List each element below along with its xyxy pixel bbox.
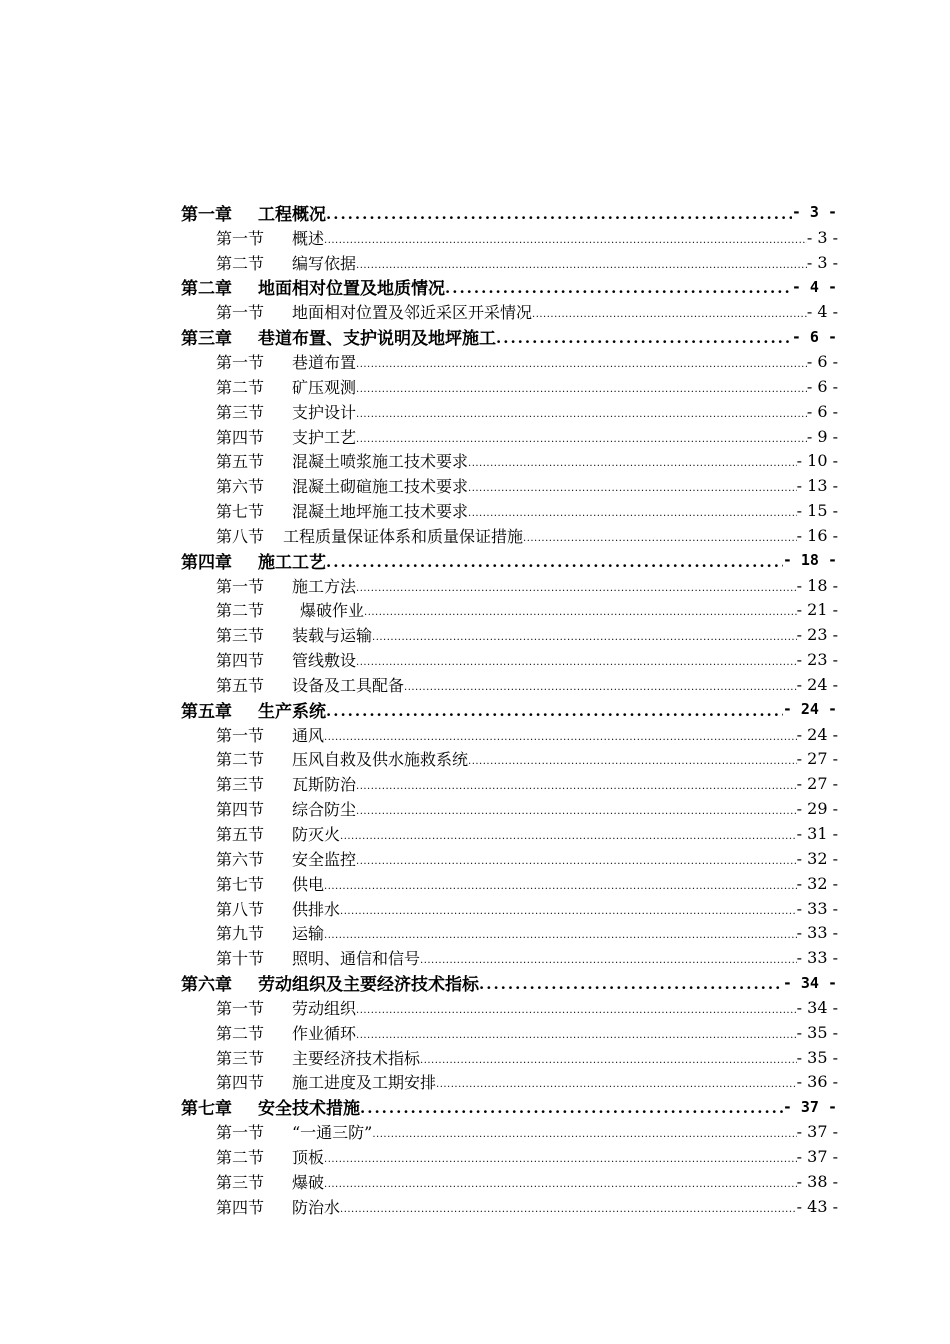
section-title: 供排水 (292, 899, 341, 919)
page-number: - 4 - (791, 277, 837, 296)
page-number: - 33 - (796, 923, 838, 943)
page-number: - 34 - (796, 997, 838, 1017)
page-number: - 38 - (796, 1171, 838, 1191)
dot-leader (445, 276, 792, 297)
chapter-title: 安全技术措施 (258, 1099, 360, 1120)
page-number: - 32 - (796, 848, 838, 868)
section-title: 供电 (292, 874, 325, 894)
section-number: 第一节 (216, 576, 265, 596)
toc-section-entry[interactable] (216, 374, 838, 399)
page-number: - 32 - (796, 873, 838, 893)
chapter-number: 第三章 (181, 329, 232, 350)
section-number: 第七节 (216, 874, 265, 894)
section-title: 工程质量保证体系和质量保证措施 (283, 526, 524, 546)
page-number: - 15 - (796, 501, 838, 521)
toc-section-entry[interactable] (216, 945, 838, 970)
dot-leader (496, 326, 792, 347)
page-number: - 37 - (796, 1146, 838, 1166)
page-number: - 18 - (796, 575, 838, 595)
dot-leader (356, 651, 797, 668)
dot-leader (532, 303, 807, 320)
section-number: 第一节 (216, 352, 265, 372)
toc-chapter-entry[interactable] (181, 200, 837, 225)
section-number: 第一节 (216, 1123, 265, 1143)
dot-leader (420, 1049, 797, 1066)
chapter-title: 生产系统 (258, 701, 326, 722)
toc-section-entry[interactable] (216, 896, 838, 921)
page-number: - 9 - (806, 426, 838, 446)
section-number: 第一节 (216, 228, 265, 248)
page-number: - 16 - (796, 525, 838, 545)
toc-section-entry[interactable] (216, 920, 838, 945)
section-number: 第二节 (216, 253, 265, 273)
toc-section-entry[interactable] (216, 1194, 838, 1219)
dot-leader (523, 527, 797, 544)
toc-section-entry[interactable] (216, 722, 838, 747)
section-title: 作业循环 (292, 1023, 357, 1043)
toc-section-entry[interactable] (216, 871, 838, 896)
page-number: - 3 - (791, 203, 837, 222)
section-title: 施工进度及工期安排 (292, 1073, 437, 1093)
section-number: 第九节 (216, 924, 265, 944)
dot-leader (468, 477, 797, 494)
toc-chapter-entry[interactable] (181, 324, 837, 349)
toc-section-entry[interactable] (216, 846, 838, 871)
dot-leader (324, 1173, 797, 1190)
dot-leader (340, 825, 797, 842)
chapter-title: 施工工艺 (258, 552, 326, 573)
page-number: - 24 - (796, 724, 838, 744)
section-title: 爆破 (292, 1172, 325, 1192)
section-title: 劳动组织 (292, 998, 357, 1018)
page-number: - 24 - (782, 700, 837, 719)
section-number: 第三节 (216, 626, 265, 646)
section-title: 地面相对位置及邻近采区开采情况 (292, 303, 533, 323)
section-number: 第七节 (216, 502, 265, 522)
toc-section-entry[interactable] (216, 1169, 838, 1194)
chapter-number: 第六章 (181, 975, 232, 995)
dot-leader (479, 972, 783, 993)
section-number: 第八节 (216, 899, 265, 919)
section-title: 编写依据 (292, 253, 357, 273)
toc-section-entry[interactable] (216, 771, 838, 796)
page-number: - 35 - (796, 1022, 838, 1042)
dot-leader (326, 550, 783, 571)
chapter-title: 工程概况 (258, 204, 326, 225)
page-number: - 34 - (782, 973, 837, 992)
toc-section-entry[interactable] (216, 573, 838, 598)
page-number: - 24 - (796, 674, 838, 694)
toc-section-entry[interactable] (216, 1070, 838, 1095)
dot-leader (324, 726, 797, 743)
toc-chapter-entry[interactable] (181, 970, 837, 995)
section-number: 第六节 (216, 849, 265, 869)
section-number: 第四节 (216, 427, 265, 447)
dot-leader (364, 601, 797, 618)
section-number: 第八节 (216, 526, 265, 546)
chapter-number: 第五章 (181, 701, 232, 722)
dot-leader (340, 900, 797, 917)
dot-leader (372, 626, 797, 643)
toc-section-entry[interactable] (216, 1045, 838, 1070)
chapter-number: 第七章 (181, 1099, 232, 1120)
section-number: 第三节 (216, 775, 265, 795)
section-title: 管线敷设 (292, 651, 357, 671)
dot-leader (356, 1024, 797, 1041)
section-title: 防治水 (292, 1197, 341, 1217)
page-number: - 3 - (806, 227, 838, 247)
section-number: 第六节 (216, 477, 265, 497)
toc-section-entry[interactable] (216, 523, 838, 548)
toc-section-entry[interactable] (216, 399, 838, 424)
dot-leader (326, 699, 783, 720)
section-title: 支护工艺 (292, 427, 357, 447)
section-title: “一通三防” (292, 1123, 373, 1143)
dot-leader (404, 676, 797, 693)
page-number: - 27 - (796, 774, 838, 794)
chapter-title: 巷道布置、支护说明及地坪施工 (258, 329, 496, 350)
toc-section-entry[interactable] (216, 473, 838, 498)
toc-section-entry[interactable] (216, 598, 838, 623)
dot-leader (356, 254, 807, 271)
toc-section-entry[interactable] (216, 1119, 838, 1144)
page-number: - 43 - (796, 1196, 838, 1216)
chapter-number: 第四章 (181, 552, 232, 573)
toc-section-entry[interactable] (216, 672, 838, 697)
page-number: - 6 - (791, 327, 837, 346)
section-number: 第一节 (216, 998, 265, 1018)
section-title: 照明、通信和信号 (292, 949, 421, 969)
section-number: 第三节 (216, 1048, 265, 1068)
page-number: - 35 - (796, 1047, 838, 1067)
dot-leader (356, 800, 797, 817)
toc-section-entry[interactable] (216, 448, 838, 473)
section-number: 第二节 (216, 1023, 265, 1043)
dot-leader (324, 924, 797, 941)
dot-leader (356, 428, 807, 445)
dot-leader (436, 1073, 797, 1090)
toc-section-entry[interactable] (216, 995, 838, 1020)
page-number: - 33 - (796, 898, 838, 918)
toc-section-entry[interactable] (216, 424, 838, 449)
section-title: 支护设计 (292, 402, 357, 422)
section-title: 巷道布置 (292, 352, 357, 372)
section-number: 第二节 (216, 750, 265, 770)
section-title: 概述 (292, 228, 325, 248)
toc-section-entry[interactable] (216, 622, 838, 647)
section-number: 第五节 (216, 452, 265, 472)
dot-leader (356, 775, 797, 792)
page-number: - 31 - (796, 824, 838, 844)
section-number: 第三节 (216, 1172, 265, 1192)
section-title: 装载与运输 (292, 626, 373, 646)
toc-chapter-entry[interactable] (181, 275, 837, 300)
section-title: 设备及工具配备 (292, 675, 405, 695)
page-number: - 3 - (806, 252, 838, 272)
toc-section-entry[interactable] (216, 747, 838, 772)
dot-leader (326, 202, 792, 223)
toc-chapter-entry[interactable] (181, 1094, 837, 1119)
page-number: - 27 - (796, 749, 838, 769)
dot-leader (356, 378, 807, 395)
section-title: 矿压观测 (292, 377, 357, 397)
toc-section-entry[interactable] (216, 647, 838, 672)
dot-leader (372, 1123, 796, 1140)
section-number: 第二节 (216, 1147, 265, 1167)
chapter-title: 地面相对位置及地质情况 (258, 279, 445, 300)
dot-leader (356, 403, 807, 420)
section-title: 通风 (292, 725, 325, 745)
chapter-title: 劳动组织及主要经济技术指标 (258, 975, 479, 995)
section-number: 第一节 (216, 725, 265, 745)
page-number: - 10 - (796, 451, 838, 471)
section-title: 爆破作业 (300, 601, 365, 621)
page-number: - 37 - (796, 1122, 838, 1142)
toc-section-entry[interactable] (216, 349, 838, 374)
dot-leader (356, 850, 797, 867)
page-number: - 18 - (782, 551, 837, 570)
section-title: 混凝土砌碹施工技术要求 (292, 477, 469, 497)
dot-leader (420, 949, 797, 966)
section-number: 第二节 (216, 377, 265, 397)
dot-leader (340, 1198, 797, 1215)
section-title: 混凝土喷浆施工技术要求 (292, 452, 469, 472)
section-title: 混凝土地坪施工技术要求 (292, 502, 469, 522)
section-number: 第二节 (216, 601, 265, 621)
toc-section-entry[interactable] (216, 1144, 838, 1169)
section-number: 第四节 (216, 651, 265, 671)
section-title: 施工方法 (292, 576, 357, 596)
page-number: - 23 - (796, 650, 838, 670)
page-number: - 6 - (806, 376, 838, 396)
section-number: 第一节 (216, 303, 265, 323)
toc-chapter-entry[interactable] (181, 548, 837, 573)
section-title: 瓦斯防治 (292, 775, 357, 795)
dot-leader (324, 229, 807, 246)
section-title: 综合防尘 (292, 800, 357, 820)
page-number: - 36 - (796, 1072, 838, 1092)
dot-leader (356, 577, 797, 594)
section-title: 主要经济技术指标 (292, 1048, 421, 1068)
section-title: 顶板 (292, 1147, 325, 1167)
dot-leader (324, 1148, 797, 1165)
page-number: - 6 - (806, 401, 838, 421)
toc-section-entry[interactable] (216, 299, 838, 324)
toc-section-entry[interactable] (216, 498, 838, 523)
section-number: 第四节 (216, 1073, 265, 1093)
page-number: - 33 - (796, 948, 838, 968)
section-title: 压风自救及供水施救系统 (292, 750, 469, 770)
table-of-contents (0, 200, 950, 1219)
chapter-number: 第一章 (181, 204, 232, 225)
section-number: 第十节 (216, 949, 265, 969)
toc-section-entry[interactable] (216, 796, 838, 821)
page-number: - 6 - (806, 351, 838, 371)
toc-section-entry[interactable] (216, 250, 838, 275)
section-title: 安全监控 (292, 849, 357, 869)
section-number: 第四节 (216, 800, 265, 820)
page-number: - 29 - (796, 799, 838, 819)
section-title: 防灭火 (292, 825, 341, 845)
page-number: - 4 - (806, 302, 838, 322)
page-number: - 21 - (796, 600, 838, 620)
page-number: - 23 - (796, 625, 838, 645)
dot-leader (468, 502, 797, 519)
section-number: 第四节 (216, 1197, 265, 1217)
toc-section-entry[interactable] (216, 225, 838, 250)
section-number: 第五节 (216, 675, 265, 695)
chapter-number: 第二章 (181, 279, 232, 300)
section-number: 第五节 (216, 825, 265, 845)
section-title: 运输 (292, 924, 325, 944)
section-number: 第三节 (216, 402, 265, 422)
dot-leader (360, 1096, 783, 1117)
dot-leader (468, 452, 797, 469)
page-number: - 37 - (782, 1097, 837, 1116)
toc-section-entry[interactable] (216, 821, 838, 846)
dot-leader (468, 750, 797, 767)
toc-section-entry[interactable] (216, 1020, 838, 1045)
page-number: - 13 - (796, 476, 838, 496)
toc-chapter-entry[interactable] (181, 697, 837, 722)
dot-leader (324, 875, 797, 892)
dot-leader (356, 353, 807, 370)
dot-leader (356, 999, 797, 1016)
